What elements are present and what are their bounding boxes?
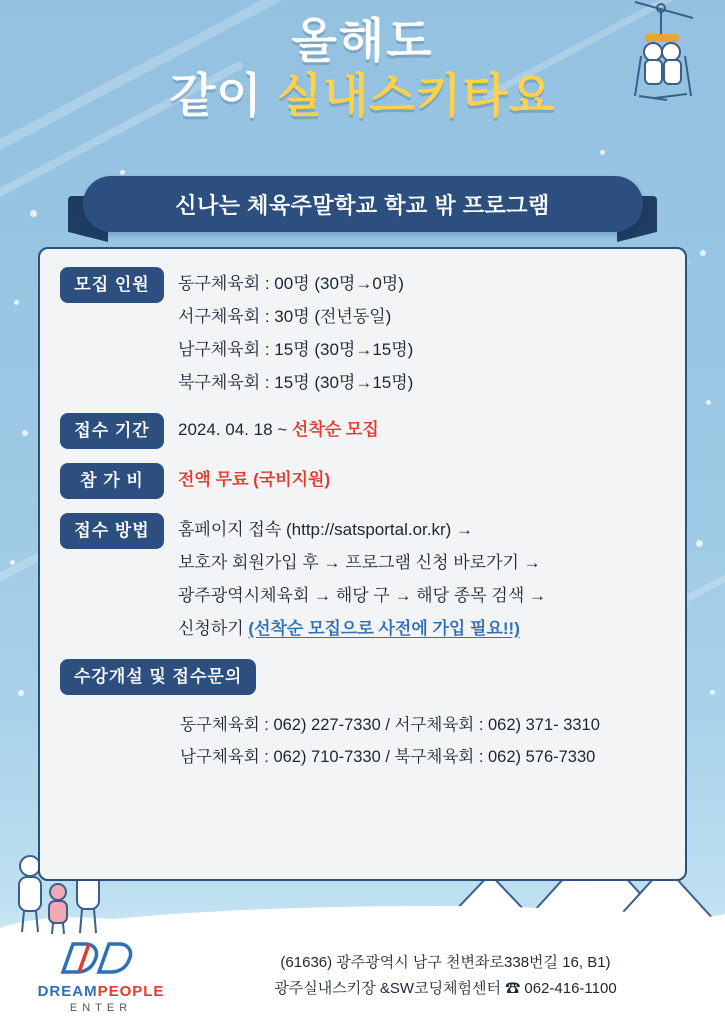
method-last-plain: 신청하기 <box>178 619 249 638</box>
recruit-line: 서구체육회 : 30명 (전년동일) <box>178 307 392 326</box>
method-label: 접수 방법 <box>60 513 164 549</box>
snow-dot <box>14 300 19 305</box>
period-label: 접수 기간 <box>60 413 164 449</box>
section-period <box>60 413 665 449</box>
inquiry-contacts <box>60 709 665 773</box>
snow-dot <box>30 210 37 217</box>
method-line-last <box>178 612 665 645</box>
address-line-1: (61636) 광주광역시 남구 천변좌로338번길 16, B1) <box>280 954 611 971</box>
recruit-content <box>164 267 665 399</box>
info-card <box>38 247 687 881</box>
title-line-2-accent: 실내스키타요 <box>276 69 556 123</box>
ribbon-text: 신나는 체육주말학교 학교 밖 프로그램 <box>175 192 550 218</box>
poster-title <box>0 14 725 124</box>
footer-address <box>186 950 725 1002</box>
inquiry-line: 동구체육회 : 062) 227-7330 / 서구체육회 : 062) 371- 3310 <box>180 716 600 734</box>
section-fee <box>60 463 665 499</box>
snow-dot <box>706 400 711 405</box>
snow-dot <box>10 560 15 565</box>
section-recruit <box>60 267 665 399</box>
title-line-1: 올해도 <box>291 14 434 67</box>
address-line-2 <box>186 976 705 1002</box>
logo-wordmark <box>16 983 186 1000</box>
snow-dot <box>22 430 28 436</box>
ribbon-banner <box>83 176 643 232</box>
snow-dot <box>696 540 703 547</box>
footer <box>0 926 725 1026</box>
snow-dot <box>120 170 125 175</box>
brand-logo <box>16 938 186 1014</box>
recruit-label: 모집 인원 <box>60 267 164 303</box>
method-line: 홈페이지 접속 (http://satsportal.or.kr) → <box>178 520 474 539</box>
snow-dot <box>18 690 24 696</box>
title-line-2 <box>0 68 725 124</box>
method-last-note: (선착순 모집으로 사전에 가입 필요!!) <box>248 619 520 638</box>
inquiry-line: 남구체육회 : 062) 710-7330 / 북구체육회 : 062) 576-7330 <box>180 748 596 766</box>
section-method <box>60 513 665 645</box>
method-line: 광주광역시체육회 → 해당 구 → 해당 종목 검색 → <box>178 586 546 605</box>
period-content <box>164 413 665 449</box>
recruit-line: 북구체육회 : 15명 (30명→15명) <box>178 373 414 392</box>
recruit-line: 동구체육회 : 00명 (30명→0명) <box>178 274 404 293</box>
logo-word-dream: DREAM <box>37 983 98 1000</box>
method-line: 보호자 회원가입 후 → 프로그램 신청 바로가기 → <box>178 553 541 572</box>
period-highlight: 선착순 모집 <box>291 420 379 439</box>
address-center-name: 광주실내스키장 &SW코딩체험센터 <box>274 980 506 997</box>
title-line-2-plain: 같이 <box>169 69 277 123</box>
address-phone: 062-416-1100 <box>524 980 617 997</box>
logo-subtext: ENTER <box>69 1002 133 1014</box>
period-text <box>178 413 665 446</box>
method-content <box>164 513 665 645</box>
fee-label: 참 가 비 <box>60 463 164 499</box>
section-inquiry <box>60 659 665 695</box>
period-date: 2024. 04. 18 ~ <box>178 420 292 439</box>
inquiry-label: 수강개설 및 접수문의 <box>60 659 256 695</box>
logo-word-people: PEOPLE <box>97 983 165 1000</box>
fee-content <box>164 463 665 499</box>
fee-text: 전액 무료 (국비지원) <box>178 470 331 489</box>
phone-icon: ☎ <box>505 980 521 997</box>
snow-dot <box>700 250 706 256</box>
logo-mark-icon <box>55 938 147 978</box>
snow-dot <box>600 150 605 155</box>
recruit-line: 남구체육회 : 15명 (30명→15명) <box>178 340 414 359</box>
snow-dot <box>710 690 715 695</box>
